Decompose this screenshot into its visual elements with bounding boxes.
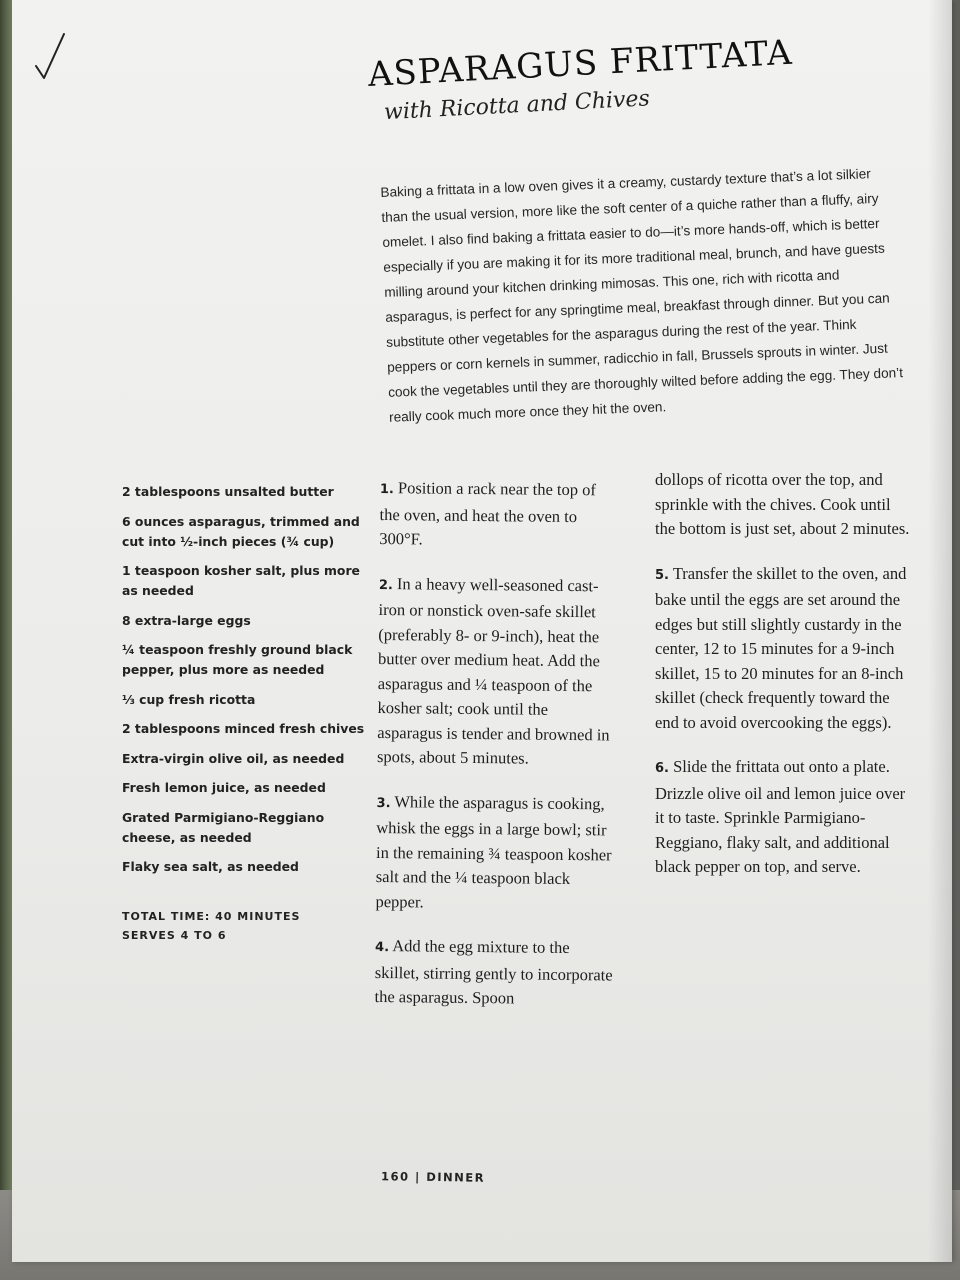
book-page bbox=[12, 0, 952, 1262]
step-number: 2. bbox=[378, 577, 393, 593]
steps-column-right bbox=[655, 468, 910, 900]
ingredient-item: 1 teaspoon kosher salt, plus more as needed bbox=[122, 563, 360, 598]
step-2 bbox=[377, 571, 617, 771]
steps-column-middle bbox=[374, 476, 618, 1032]
step-4-continued bbox=[655, 468, 910, 542]
footer-separator: | bbox=[414, 1169, 421, 1184]
step-text: Transfer the skillet to the oven, and bake until the eggs are set around the edges but still slightly custardy in the center, 12 to 15 minutes for a 9-inch skillet, 15 to 20 minutes for an 8-inch skillet (check frequently toward the end to avoid overcooking the eggs). bbox=[655, 563, 907, 732]
ingredient-item: 8 extra-large eggs bbox=[122, 612, 251, 628]
step-number: 5. bbox=[655, 567, 669, 583]
page-number: 160 bbox=[380, 1169, 410, 1184]
ingredient-item: ¼ teaspoon freshly ground black pepper, plus more as needed bbox=[122, 642, 353, 677]
ingredient-item: Extra-virgin olive oil, as needed bbox=[122, 750, 345, 766]
ingredient-item: Fresh lemon juice, as needed bbox=[122, 780, 326, 795]
recipe-header bbox=[367, 26, 930, 126]
total-time: TOTAL TIME: 40 MINUTES bbox=[122, 910, 301, 923]
page-footer bbox=[381, 1169, 485, 1184]
recipe-meta bbox=[122, 907, 367, 945]
checkmark-icon bbox=[30, 30, 70, 80]
step-text: dollops of ricotta over the top, and sprinkle with the chives. Cook until the bottom is just set, about 2 minutes. bbox=[655, 470, 910, 538]
ingredient-item: Flaky sea salt, as needed bbox=[122, 859, 299, 874]
ingredient-item: 2 tablespoons unsalted butter bbox=[122, 484, 334, 499]
recipe-intro: Baking a frittata in a low oven gives it a creamy, custardy texture that’s a lot silkier than the usual version, more like the soft center of a quiche rather than a fluffy, airy omelet. I also find baking a frittata easier to do—it’s more hands-off, which is better especially if you are making it for its more traditional meal, brunch, and have guests milling around your kitchen drinking mimosas. This one, rich with ricotta and asparagus, is perfect for any springtime meal, breakfast through dinner. But you can substitute other vegetables for the asparagus during the rest of the year. Think peppers or corn kernels in summer, radicchio in fall, Brussels sprouts in winter. Just cook the vegetables until they are thoroughly wilted before adding the egg. They don’t really cook much more once they hit the oven. bbox=[380, 166, 904, 425]
section-name: DINNER bbox=[426, 1169, 486, 1185]
servings: SERVES 4 TO 6 bbox=[122, 929, 227, 942]
ingredient-item: ⅓ cup fresh ricotta bbox=[122, 691, 256, 707]
step-6 bbox=[655, 755, 910, 880]
ingredient-item: 2 tablespoons minced fresh chives bbox=[122, 721, 365, 736]
step-number: 6. bbox=[655, 761, 669, 776]
ingredients-list bbox=[122, 482, 367, 945]
page-fold-shadow bbox=[928, 0, 952, 1262]
recipe-title: ASPARAGUS FRITTATA bbox=[367, 32, 794, 95]
step-5 bbox=[655, 562, 910, 736]
step-number: 4. bbox=[374, 939, 390, 956]
step-text: Add the egg mixture to the skillet, stirring gently to incorporate the asparagus. Spoon bbox=[374, 936, 613, 1008]
ingredient-item: Grated Parmigiano-Reggiano cheese, as needed bbox=[122, 809, 325, 845]
step-text: Position a rack near the top of the oven, and heat the oven to 300°F. bbox=[379, 478, 597, 549]
step-1 bbox=[379, 476, 618, 554]
step-number: 1. bbox=[379, 481, 394, 498]
step-text: Slide the frittata out onto a plate. Drizzle olive oil and lemon juice over it to taste. Sprinkle Parmigiano-Reggiano, flaky salt, and additional black pepper on top, and serve. bbox=[655, 757, 906, 876]
recipe-subtitle: with Ricotta and Chives bbox=[383, 86, 651, 126]
step-4 bbox=[374, 934, 613, 1012]
step-number: 3. bbox=[376, 795, 391, 811]
step-3 bbox=[375, 789, 614, 916]
step-text: In a heavy well-seasoned cast-iron or nonstick oven-safe skillet (preferably 8- or 9-inch), heat the butter over medium heat. Add the asparagus and ¼ teaspoon of the kosher salt; cook until the asparagus is tender and browned in spots, about 5 minutes. bbox=[376, 573, 610, 768]
ingredient-item: 6 ounces asparagus, trimmed and cut into ½-inch pieces (¾ cup) bbox=[122, 513, 360, 549]
step-text: While the asparagus is cooking, whisk the eggs in a large bowl; stir in the remaining ¾ teaspoon kosher salt and the ¼ teaspoon black pepper. bbox=[375, 791, 612, 911]
